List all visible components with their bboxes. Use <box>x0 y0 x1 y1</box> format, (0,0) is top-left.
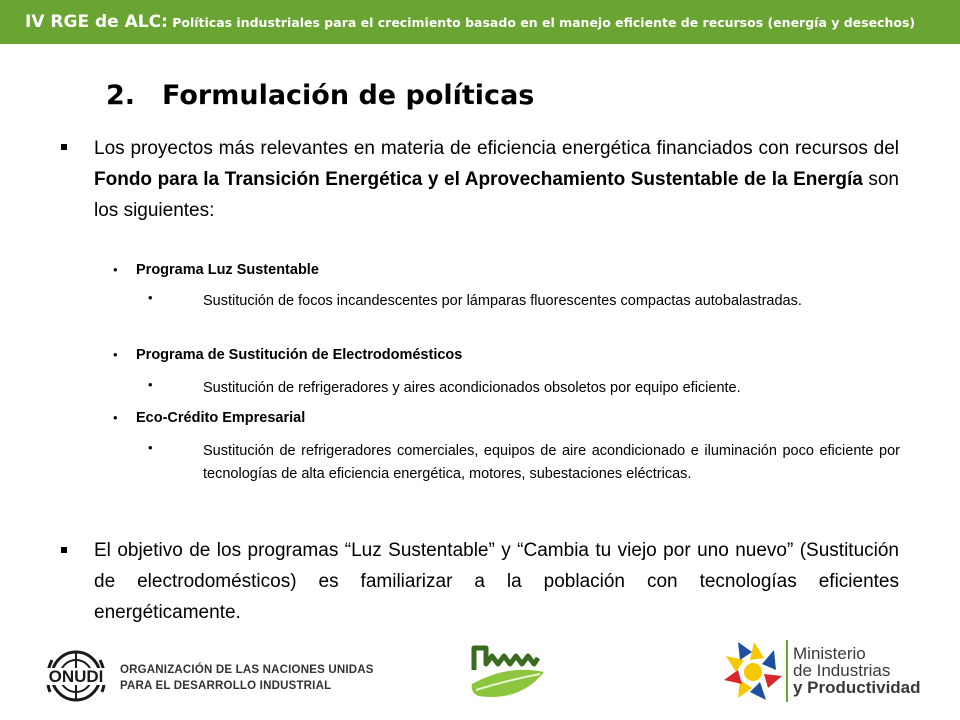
bullet-icon: • <box>113 262 118 277</box>
program-detail: Sustitución de refrigeradores y aires acondicionados obsoletos por equipo eficiente. <box>203 380 741 396</box>
bullet-icon: • <box>148 440 153 455</box>
ecuador-sun-logo-icon <box>720 636 788 708</box>
program-name: Eco-Crédito Empresarial <box>136 410 306 426</box>
program-detail: Sustitución de focos incandescentes por lámparas fluorescentes compactas autobalastradas. <box>203 293 802 309</box>
un-emblem-icon <box>40 646 112 706</box>
section-title: Formulación de políticas <box>162 80 535 111</box>
program-name: Programa de Sustitución de Electrodomésticos <box>136 347 463 363</box>
bullet-icon: • <box>113 410 118 425</box>
intro-paragraph <box>94 133 899 226</box>
onudi-line1: ORGANIZACIÓN DE LAS NACIONES UNIDAS <box>120 664 374 676</box>
section-number: 2. <box>106 80 136 111</box>
header-title-strong: IV RGE de ALC: <box>25 12 168 32</box>
onudi-line2: PARA EL DESARROLLO INDUSTRIAL <box>120 680 332 692</box>
ministry-name <box>793 645 921 696</box>
square-bullet-icon <box>61 547 67 553</box>
section-heading <box>106 80 534 111</box>
leaf-logo-icon <box>468 640 548 710</box>
bullet-icon: • <box>148 377 153 392</box>
intro-text: Los proyectos más relevantes en materia de eficiencia energética financiados con recursos del <box>94 138 899 159</box>
bullet-icon: • <box>148 290 153 305</box>
onudi-name <box>120 662 374 694</box>
logo-divider <box>786 640 788 702</box>
program-name: Programa Luz Sustentable <box>136 262 319 278</box>
header-title-rest: Políticas industriales para el crecimiento basado en el manejo eficiente de recursos (energía y desechos) <box>167 15 916 30</box>
ministry-line2: de Industrias <box>793 661 891 680</box>
ministry-line1: Ministerio <box>793 644 866 663</box>
objective-paragraph: El objetivo de los programas “Luz Sustentable” y “Cambia tu viejo por uno nuevo” (Sustitución de electrodomésticos) es familiarizar a la población con tecnologías eficientes energéticamente. <box>94 540 899 623</box>
ministry-line3: y Productividad <box>793 678 921 697</box>
fund-name: Fondo para la Transición Energética y el Aprovechamiento Sustentable de la Energía <box>94 169 863 190</box>
header-title <box>25 12 915 32</box>
intro-text-end: son los siguientes: <box>94 169 899 221</box>
onudi-logo-text: ONUDI <box>48 667 104 686</box>
program-detail: Sustitución de refrigeradores comerciales, equipos de aire acondicionado e iluminación poco eficiente por tecnologías de alta eficiencia energética, motores, subestaciones eléctricas. <box>203 443 900 482</box>
bullet-icon: • <box>113 347 118 362</box>
header-bar <box>0 0 960 44</box>
square-bullet-icon <box>61 144 67 150</box>
